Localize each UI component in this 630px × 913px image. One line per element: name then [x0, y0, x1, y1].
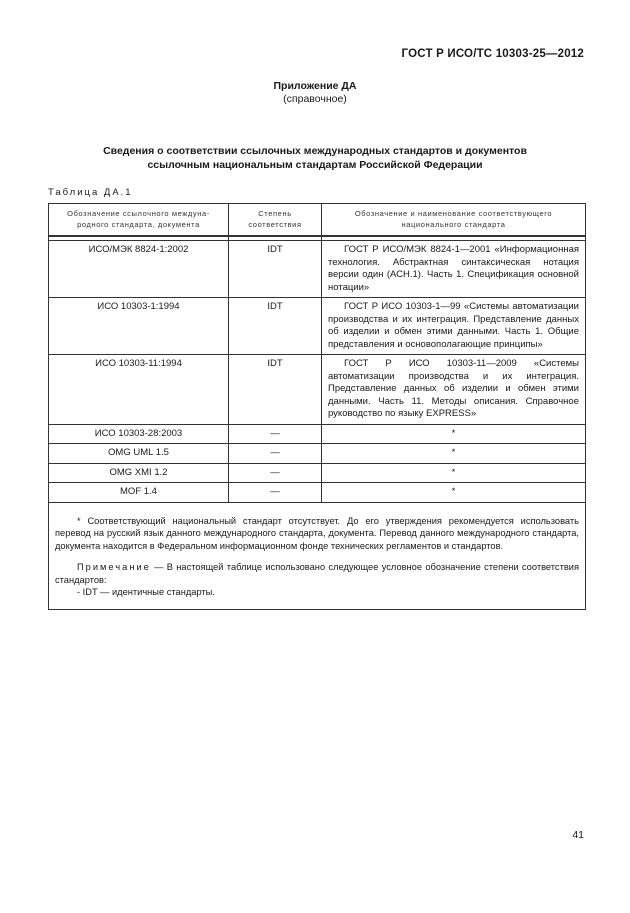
- annex-subtitle: (справочное): [283, 93, 347, 105]
- table-header-row: [49, 204, 586, 237]
- cell-degree: —: [229, 463, 322, 483]
- table-notes: [49, 502, 586, 609]
- table-notes-row: [49, 502, 586, 609]
- table-row: [49, 424, 586, 444]
- cell-degree: —: [229, 483, 322, 503]
- cell-national: *: [322, 444, 586, 464]
- section-heading-line-2: ссылочным национальным стандартам Российской Федерации: [147, 159, 483, 171]
- cell-degree: IDT: [229, 241, 322, 298]
- table-caption: Таблица ДА.1: [48, 187, 133, 198]
- table-row: [49, 298, 586, 355]
- note-text: — В настоящей таблице использовано следующее условное обозначение степени соответствия стандартов:: [55, 562, 579, 585]
- cell-reference: OMG XMI 1.2: [49, 463, 229, 483]
- cell-reference: ИСО/МЭК 8824-1:2002: [49, 241, 229, 298]
- cell-reference: ИСО 10303-28:2003: [49, 424, 229, 444]
- cell-degree: IDT: [229, 355, 322, 425]
- cell-reference: MOF 1.4: [49, 483, 229, 503]
- page-number: 41: [572, 829, 584, 841]
- cell-degree: IDT: [229, 298, 322, 355]
- cell-national: ГОСТ Р ИСО 10303-11—2009 «Системы автоматизации производства и их интеграция. Представление данных об изделии и обмен этими данными. Часть 11. Методы описания. Справочное руководство по языку EXPRESS»: [322, 355, 586, 425]
- section-heading: [60, 144, 570, 172]
- table-row: [49, 444, 586, 464]
- header-national-standard: Обозначение и наименование соответствующего национального стандарта: [322, 204, 586, 237]
- table-row: [49, 483, 586, 503]
- annex-title-block: [0, 80, 630, 106]
- cell-reference: ИСО 10303-11:1994: [49, 355, 229, 425]
- note-label: Примечание: [77, 562, 151, 572]
- cell-reference: OMG UML 1.5: [49, 444, 229, 464]
- note-item: - IDT — идентичные стандарты.: [77, 587, 215, 597]
- section-heading-line-1: Сведения о соответствии ссылочных международных стандартов и документов: [103, 145, 527, 157]
- cell-national: *: [322, 463, 586, 483]
- header-degree: Степень соответствия: [229, 204, 322, 237]
- table-row: [49, 241, 586, 298]
- note: [55, 561, 579, 586]
- cell-national: ГОСТ Р ИСО 10303-1—99 «Системы автоматизации производства и их интеграция. Представление данных об изделии и обмен этими данными. Часть 1. Общие представления и основополагающие принципы»: [322, 298, 586, 355]
- document-code: ГОСТ Р ИСО/ТС 10303-25—2012: [401, 48, 584, 60]
- annex-title: Приложение ДА: [273, 80, 357, 92]
- cell-national: *: [322, 424, 586, 444]
- table-row: [49, 355, 586, 425]
- cell-national: ГОСТ Р ИСО/МЭК 8824-1—2001 «Информационная технология. Абстрактная синтаксическая нотация версии один (АСН.1). Часть 1. Спецификация основной нотации»: [322, 241, 586, 298]
- correspondence-table: [48, 203, 585, 610]
- cell-degree: —: [229, 444, 322, 464]
- table-row: [49, 463, 586, 483]
- cell-reference: ИСО 10303-1:1994: [49, 298, 229, 355]
- header-reference-standard: Обозначение ссылочного междуна-родного стандарта, документа: [49, 204, 229, 237]
- cell-national: *: [322, 483, 586, 503]
- footnote: * Соответствующий национальный стандарт отсутствует. До его утверждения рекомендуется использовать перевод на русский язык данного международного стандарта, документа. Перевод данного международного стандарта, документа находится в Федеральном информационном фонде технических регламентов и стандартов.: [55, 515, 579, 551]
- cell-degree: —: [229, 424, 322, 444]
